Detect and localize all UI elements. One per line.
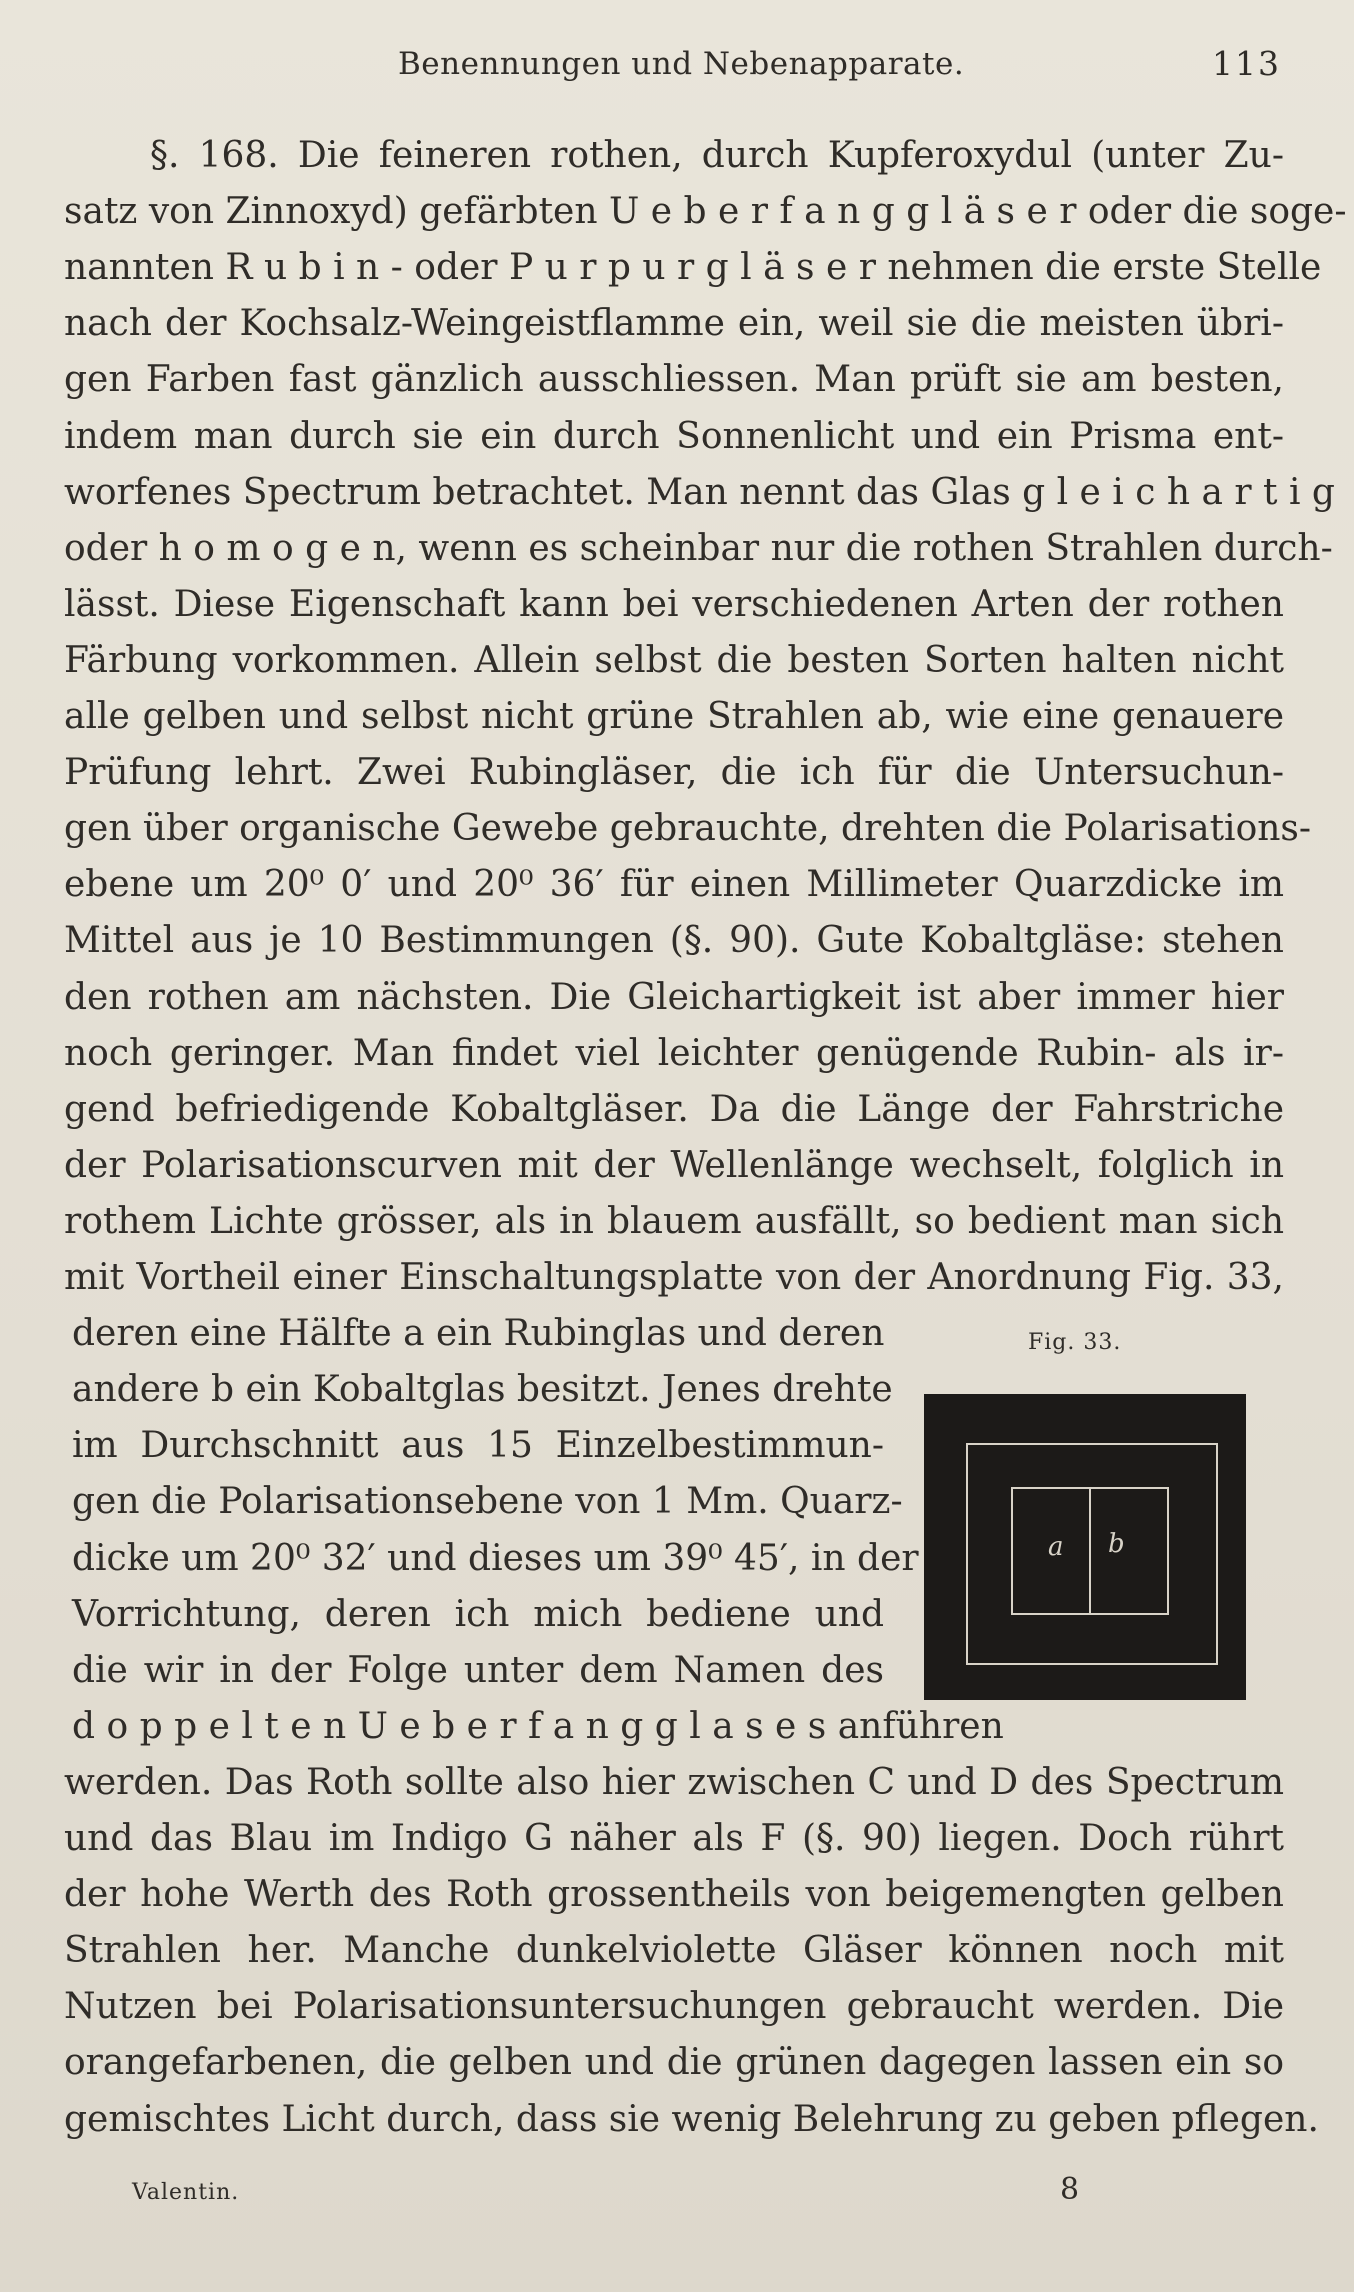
text-line: worfenes Spectrum betrachtet. Man nennt das Glas g l e i c h a r t i g	[64, 471, 1335, 513]
sheet-number: 8	[1060, 2172, 1080, 2207]
running-title: Benennungen und Nebenapparate.	[398, 46, 965, 82]
text-line: gemischtes Licht durch, dass sie wenig Belehrung zu geben pflegen.	[64, 2098, 1319, 2140]
text-line: rothem Lichte grösser, als in blauem ausfällt, so bedient man sich	[64, 1200, 1284, 1242]
text-line: mit Vortheil einer Einschaltungsplatte von der Anordnung Fig. 33,	[64, 1257, 1284, 1298]
text-line: d o p p e l t e n U e b e r f a n g g l a s e s anführen	[72, 1705, 1004, 1747]
text-line: Nutzen bei Polarisationsuntersuchungen gebraucht werden. Die	[64, 1986, 1284, 2028]
text-line: gend befriedigende Kobaltgläser. Da die Länge der Fahrstriche	[64, 1088, 1284, 1130]
figure-caption: Fig. 33.	[1028, 1330, 1122, 1355]
page-footer	[0, 2170, 1354, 2220]
text-line: die wir in der Folge unter dem Namen des	[72, 1649, 884, 1691]
text-line: der Polarisationscurven mit der Wellenlänge wechselt, folglich in	[64, 1144, 1284, 1186]
text-line: lässt. Diese Eigenschaft kann bei verschiedenen Arten der rothen	[64, 583, 1284, 625]
text-line: alle gelben und selbst nicht grüne Strahlen ab, wie eine genauere	[64, 696, 1284, 737]
text-line: indem man durch sie ein durch Sonnenlicht und ein Prisma ent-	[64, 415, 1284, 457]
text-line: gen die Polarisationsebene von 1 Mm. Quarz-	[72, 1481, 903, 1523]
text-line: ebene um 20⁰ 0′ und 20⁰ 36′ für einen Millimeter Quarzdicke im	[64, 864, 1284, 906]
text-line: oder h o m o g e n, wenn es scheinbar nur die rothen Strahlen durch-	[64, 527, 1333, 569]
text-line: Prüfung lehrt. Zwei Rubingläser, die ich für die Untersuchun-	[64, 752, 1284, 794]
text-line: gen über organische Gewebe gebrauchte, drehten die Polarisations-	[64, 808, 1312, 850]
page-header	[0, 40, 1354, 90]
text-line: deren eine Hälfte a ein Rubinglas und deren	[72, 1313, 885, 1355]
text-line: Mittel aus je 10 Bestimmungen (§. 90). Gute Kobaltgläse: stehen	[64, 920, 1284, 962]
text-line: orangefarbenen, die gelben und die grünen dagegen lassen ein so	[64, 2042, 1284, 2084]
text-line: noch geringer. Man findet viel leichter genügende Rubin- als ir-	[64, 1032, 1284, 1074]
text-line: Färbung vorkommen. Allein selbst die besten Sorten halten nicht	[64, 639, 1284, 681]
signature-mark: Valentin.	[132, 2180, 240, 2205]
text-line: im Durchschnitt aus 15 Einzelbestimmun-	[72, 1425, 884, 1467]
text-line: werden. Das Roth sollte also hier zwischen C und D des Spectrum	[64, 1761, 1284, 1803]
text-line: gen Farben fast gänzlich ausschliessen. Man prüft sie am besten,	[64, 359, 1284, 401]
text-line: der hohe Werth des Roth grossentheils von beigemengten gelben	[64, 1874, 1284, 1916]
double-glass-plate-diagram	[924, 1394, 1246, 1700]
text-line: satz von Zinnoxyd) gefärbten U e b e r f a n g g l ä s e r oder die soge-	[64, 191, 1347, 233]
text-line: Vorrichtung, deren ich mich bediene und	[72, 1593, 884, 1635]
text-line: Strahlen her. Manche dunkelviolette Gläser können noch mit	[64, 1930, 1284, 1972]
text-line: andere b ein Kobaltglas besitzt. Jenes drehte	[72, 1369, 893, 1411]
text-line: nach der Kochsalz-Weingeistflamme ein, weil sie die meisten übri-	[64, 303, 1284, 345]
text-line: dicke um 20⁰ 32′ und dieses um 39⁰ 45′, in der	[72, 1537, 919, 1579]
label-a: a	[1048, 1532, 1064, 1562]
text-line: §. 168. Die feineren rothen, durch Kupferoxydul (unter Zu-	[150, 135, 1284, 176]
text-line: den rothen am nächsten. Die Gleichartigkeit ist aber immer hier	[64, 976, 1284, 1018]
text-line: und das Blau im Indigo G näher als F (§. 90) liegen. Doch rührt	[64, 1818, 1284, 1859]
figure-background	[924, 1394, 1246, 1700]
label-b: b	[1108, 1529, 1125, 1559]
page-number: 113	[1212, 44, 1281, 83]
text-line: nannten R u b i n - oder P u r p u r g l ä s e r nehmen die erste Stelle	[64, 247, 1322, 289]
figure-33-diagram	[924, 1394, 1246, 1700]
